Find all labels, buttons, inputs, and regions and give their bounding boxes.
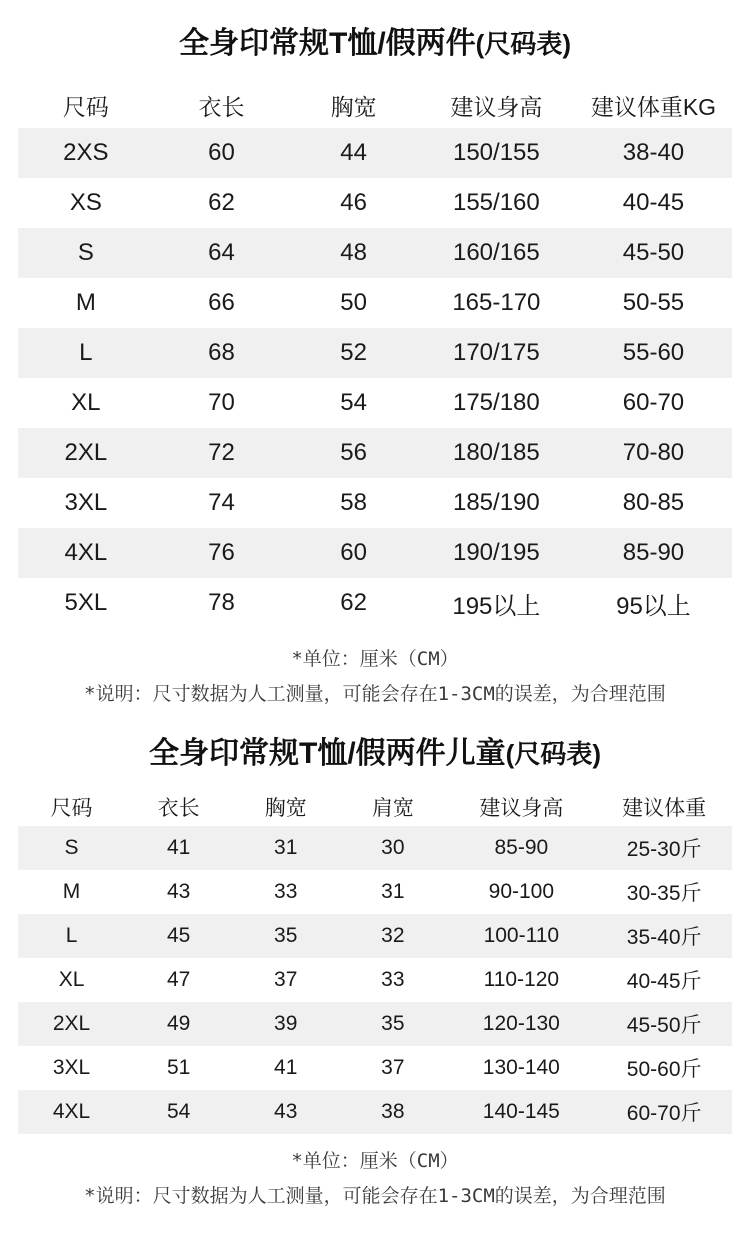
cell-size: 3XL <box>18 478 154 528</box>
cell-weight: 85-90 <box>575 528 732 578</box>
cell-height: 100-110 <box>446 914 596 958</box>
cell-shoulder: 30 <box>339 826 446 870</box>
cell-size: L <box>18 914 125 958</box>
adult-col-header: 衣长 <box>154 82 290 128</box>
adult-col-header: 建议体重KG <box>575 82 732 128</box>
adult-section-title <box>0 26 750 62</box>
kids-col-header: 尺码 <box>18 788 125 826</box>
cell-height: 175/180 <box>418 378 575 428</box>
cell-chest: 52 <box>289 328 418 378</box>
kids-col-header: 建议身高 <box>446 788 596 826</box>
cell-length: 64 <box>154 228 290 278</box>
cell-weight: 35-40斤 <box>596 914 732 958</box>
cell-size: S <box>18 826 125 870</box>
cell-weight: 60-70 <box>575 378 732 428</box>
adult-col-header: 胸宽 <box>289 82 418 128</box>
cell-chest: 54 <box>289 378 418 428</box>
cell-length: 54 <box>125 1090 232 1134</box>
cell-size: M <box>18 870 125 914</box>
adult-size-section <box>0 26 750 706</box>
cell-length: 41 <box>125 826 232 870</box>
cell-weight: 95以上 <box>575 578 732 628</box>
adult-description-note: *说明：尺寸数据为人工测量，可能会存在1-3CM的误差，为合理范围 <box>84 683 666 705</box>
cell-weight: 45-50斤 <box>596 1002 732 1046</box>
cell-length: 66 <box>154 278 290 328</box>
cell-shoulder: 35 <box>339 1002 446 1046</box>
adult-col-header: 建议身高 <box>418 82 575 128</box>
kids-size-table <box>18 788 732 1134</box>
cell-shoulder: 38 <box>339 1090 446 1134</box>
cell-height: 190/195 <box>418 528 575 578</box>
table-row <box>18 914 732 958</box>
cell-weight: 80-85 <box>575 478 732 528</box>
cell-length: 78 <box>154 578 290 628</box>
cell-weight: 38-40 <box>575 128 732 178</box>
cell-height: 185/190 <box>418 478 575 528</box>
table-row <box>18 378 732 428</box>
cell-size: L <box>18 328 154 378</box>
cell-length: 47 <box>125 958 232 1002</box>
cell-weight: 55-60 <box>575 328 732 378</box>
cell-length: 51 <box>125 1046 232 1090</box>
table-row <box>18 578 732 628</box>
cell-chest: 50 <box>289 278 418 328</box>
cell-size: XS <box>18 178 154 228</box>
cell-height: 170/175 <box>418 328 575 378</box>
cell-length: 49 <box>125 1002 232 1046</box>
cell-height: 155/160 <box>418 178 575 228</box>
adult-size-table <box>18 82 732 628</box>
cell-length: 68 <box>154 328 290 378</box>
cell-size: M <box>18 278 154 328</box>
cell-height: 90-100 <box>446 870 596 914</box>
cell-shoulder: 31 <box>339 870 446 914</box>
cell-height: 165-170 <box>418 278 575 328</box>
cell-chest: 35 <box>232 914 339 958</box>
cell-length: 62 <box>154 178 290 228</box>
cell-length: 74 <box>154 478 290 528</box>
cell-chest: 58 <box>289 478 418 528</box>
cell-chest: 31 <box>232 826 339 870</box>
cell-length: 60 <box>154 128 290 178</box>
cell-weight: 30-35斤 <box>596 870 732 914</box>
cell-weight: 25-30斤 <box>596 826 732 870</box>
cell-weight: 70-80 <box>575 428 732 478</box>
table-row <box>18 328 732 378</box>
adult-col-header: 尺码 <box>18 82 154 128</box>
table-row <box>18 1002 732 1046</box>
cell-chest: 37 <box>232 958 339 1002</box>
table-row <box>18 958 732 1002</box>
table-row <box>18 428 732 478</box>
cell-height: 195以上 <box>418 578 575 628</box>
cell-height: 85-90 <box>446 826 596 870</box>
cell-length: 43 <box>125 870 232 914</box>
cell-size: 2XS <box>18 128 154 178</box>
cell-chest: 48 <box>289 228 418 278</box>
cell-chest: 39 <box>232 1002 339 1046</box>
table-row <box>18 1090 732 1134</box>
cell-chest: 62 <box>289 578 418 628</box>
kids-description-note: *说明：尺寸数据为人工测量，可能会存在1-3CM的误差，为合理范围 <box>84 1185 666 1207</box>
adult-title-sub: (尺码表) <box>475 29 571 59</box>
cell-chest: 43 <box>232 1090 339 1134</box>
cell-size: XL <box>18 378 154 428</box>
cell-chest: 41 <box>232 1046 339 1090</box>
kids-unit-note: *单位：厘米（CM） <box>291 1150 459 1172</box>
adult-table-header-row <box>18 82 732 128</box>
cell-shoulder: 37 <box>339 1046 446 1090</box>
cell-chest: 60 <box>289 528 418 578</box>
kids-col-header: 衣长 <box>125 788 232 826</box>
cell-size: 4XL <box>18 1090 125 1134</box>
cell-weight: 60-70斤 <box>596 1090 732 1134</box>
table-row <box>18 278 732 328</box>
kids-col-header: 胸宽 <box>232 788 339 826</box>
cell-height: 120-130 <box>446 1002 596 1046</box>
adult-title-main: 全身印常规T恤/假两件 <box>179 27 476 60</box>
table-row <box>18 178 732 228</box>
cell-length: 70 <box>154 378 290 428</box>
cell-chest: 44 <box>289 128 418 178</box>
cell-chest: 33 <box>232 870 339 914</box>
kids-section-title <box>0 736 750 772</box>
cell-height: 110-120 <box>446 958 596 1002</box>
cell-chest: 46 <box>289 178 418 228</box>
cell-height: 160/165 <box>418 228 575 278</box>
cell-height: 130-140 <box>446 1046 596 1090</box>
cell-length: 72 <box>154 428 290 478</box>
cell-size: 3XL <box>18 1046 125 1090</box>
cell-length: 76 <box>154 528 290 578</box>
table-row <box>18 528 732 578</box>
cell-size: 2XL <box>18 1002 125 1046</box>
kids-table-header-row <box>18 788 732 826</box>
kids-col-header: 建议体重 <box>596 788 732 826</box>
cell-shoulder: 33 <box>339 958 446 1002</box>
kids-col-header: 肩宽 <box>339 788 446 826</box>
adult-unit-note: *单位：厘米（CM） <box>291 648 459 670</box>
cell-height: 140-145 <box>446 1090 596 1134</box>
cell-weight: 40-45斤 <box>596 958 732 1002</box>
table-row <box>18 1046 732 1090</box>
cell-shoulder: 32 <box>339 914 446 958</box>
table-row <box>18 128 732 178</box>
kids-title-main: 全身印常规T恤/假两件儿童 <box>149 737 506 770</box>
cell-size: 2XL <box>18 428 154 478</box>
cell-height: 180/185 <box>418 428 575 478</box>
cell-size: XL <box>18 958 125 1002</box>
cell-height: 150/155 <box>418 128 575 178</box>
table-row <box>18 478 732 528</box>
kids-size-section <box>0 736 750 1208</box>
cell-weight: 45-50 <box>575 228 732 278</box>
table-row <box>18 870 732 914</box>
cell-size: S <box>18 228 154 278</box>
cell-weight: 50-60斤 <box>596 1046 732 1090</box>
table-row <box>18 826 732 870</box>
cell-weight: 40-45 <box>575 178 732 228</box>
table-row <box>18 228 732 278</box>
cell-size: 5XL <box>18 578 154 628</box>
cell-chest: 56 <box>289 428 418 478</box>
kids-title-sub: (尺码表) <box>505 739 601 769</box>
cell-weight: 50-55 <box>575 278 732 328</box>
cell-size: 4XL <box>18 528 154 578</box>
cell-length: 45 <box>125 914 232 958</box>
